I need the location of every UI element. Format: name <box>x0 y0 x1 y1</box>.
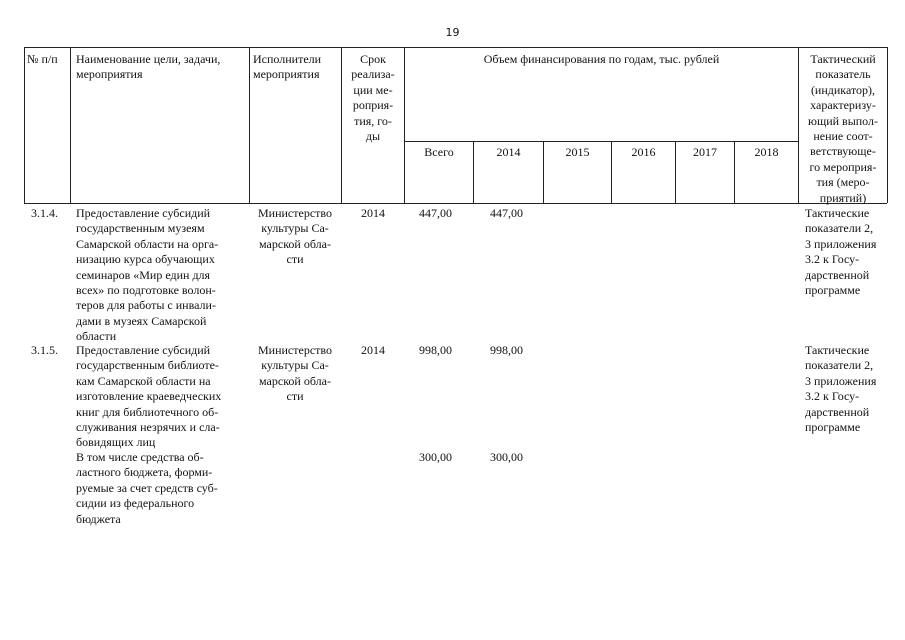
row-term: 2014 <box>361 206 385 220</box>
header-2016: 2016 <box>631 145 656 159</box>
row-term: 2014 <box>361 343 385 357</box>
header-2015: 2015 <box>565 145 590 159</box>
row-total: 998,00 <box>419 343 452 357</box>
row-2014: 447,00 <box>490 206 523 220</box>
header-funding: Объем финансирования по годам, тыс. рублей <box>483 52 720 66</box>
header-indicator: Тактический показатель (индикатор), характеризу- ющий выпол- нение соот- ветствующе- го мероприя- тия (меро- приятий) <box>807 52 879 205</box>
row-number: 3.1.4. <box>31 206 58 220</box>
header-2018: 2018 <box>754 145 779 159</box>
page-number: 19 <box>445 26 460 39</box>
row-name: Предоставление субсидий государственным библиоте- кам Самарской области на изготовление краеведческих книг для библиотечного об- служивания незрячих и сла- бовидящих лиц <box>76 343 222 450</box>
header-term: Срок реализа- ции ме- роприя- тия, го- ды <box>351 52 395 144</box>
col-border <box>24 47 25 203</box>
years-divider <box>404 141 798 142</box>
header-name: Наименование цели, задачи, мероприятия <box>76 52 221 82</box>
row-2014: 300,00 <box>490 450 523 464</box>
row-indicator: Тактические показатели 2, 3 приложения 3.2 к Госу- дарственной программе <box>805 206 877 298</box>
row-name: В том числе средства об- ластного бюджета, форми- руемые за счет средств суб- сидии из федерального бюджета <box>76 450 218 526</box>
row-number: 3.1.5. <box>31 343 58 357</box>
row-executor: Министерство культуры Са- марской обла- сти <box>258 206 332 267</box>
header-2017: 2017 <box>693 145 717 159</box>
header-executors: Исполнители мероприятия <box>253 52 322 82</box>
header-num: № п/п <box>27 52 58 66</box>
col-border <box>887 47 888 203</box>
row-indicator: Тактические показатели 2, 3 приложения 3.2 к Госу- дарственной программе <box>805 343 877 435</box>
header-bottom-border <box>24 203 887 204</box>
header-total: Всего <box>424 145 454 159</box>
row-total: 300,00 <box>419 450 452 464</box>
col-border <box>404 47 405 203</box>
header-top-border <box>24 47 887 48</box>
row-2014: 998,00 <box>490 343 523 357</box>
col-border <box>249 47 250 203</box>
row-total: 447,00 <box>419 206 452 220</box>
row-name: Предоставление субсидий государственным музеям Самарской области на орга- низацию курса обучающих семинаров «Мир един для всех» по подготовке волон- теров для работы с инвали- дами в музеях Самарской области <box>76 206 219 344</box>
row-executor: Министерство культуры Са- марской обла- сти <box>258 343 332 404</box>
header-2014: 2014 <box>496 145 521 159</box>
col-border <box>70 47 71 203</box>
